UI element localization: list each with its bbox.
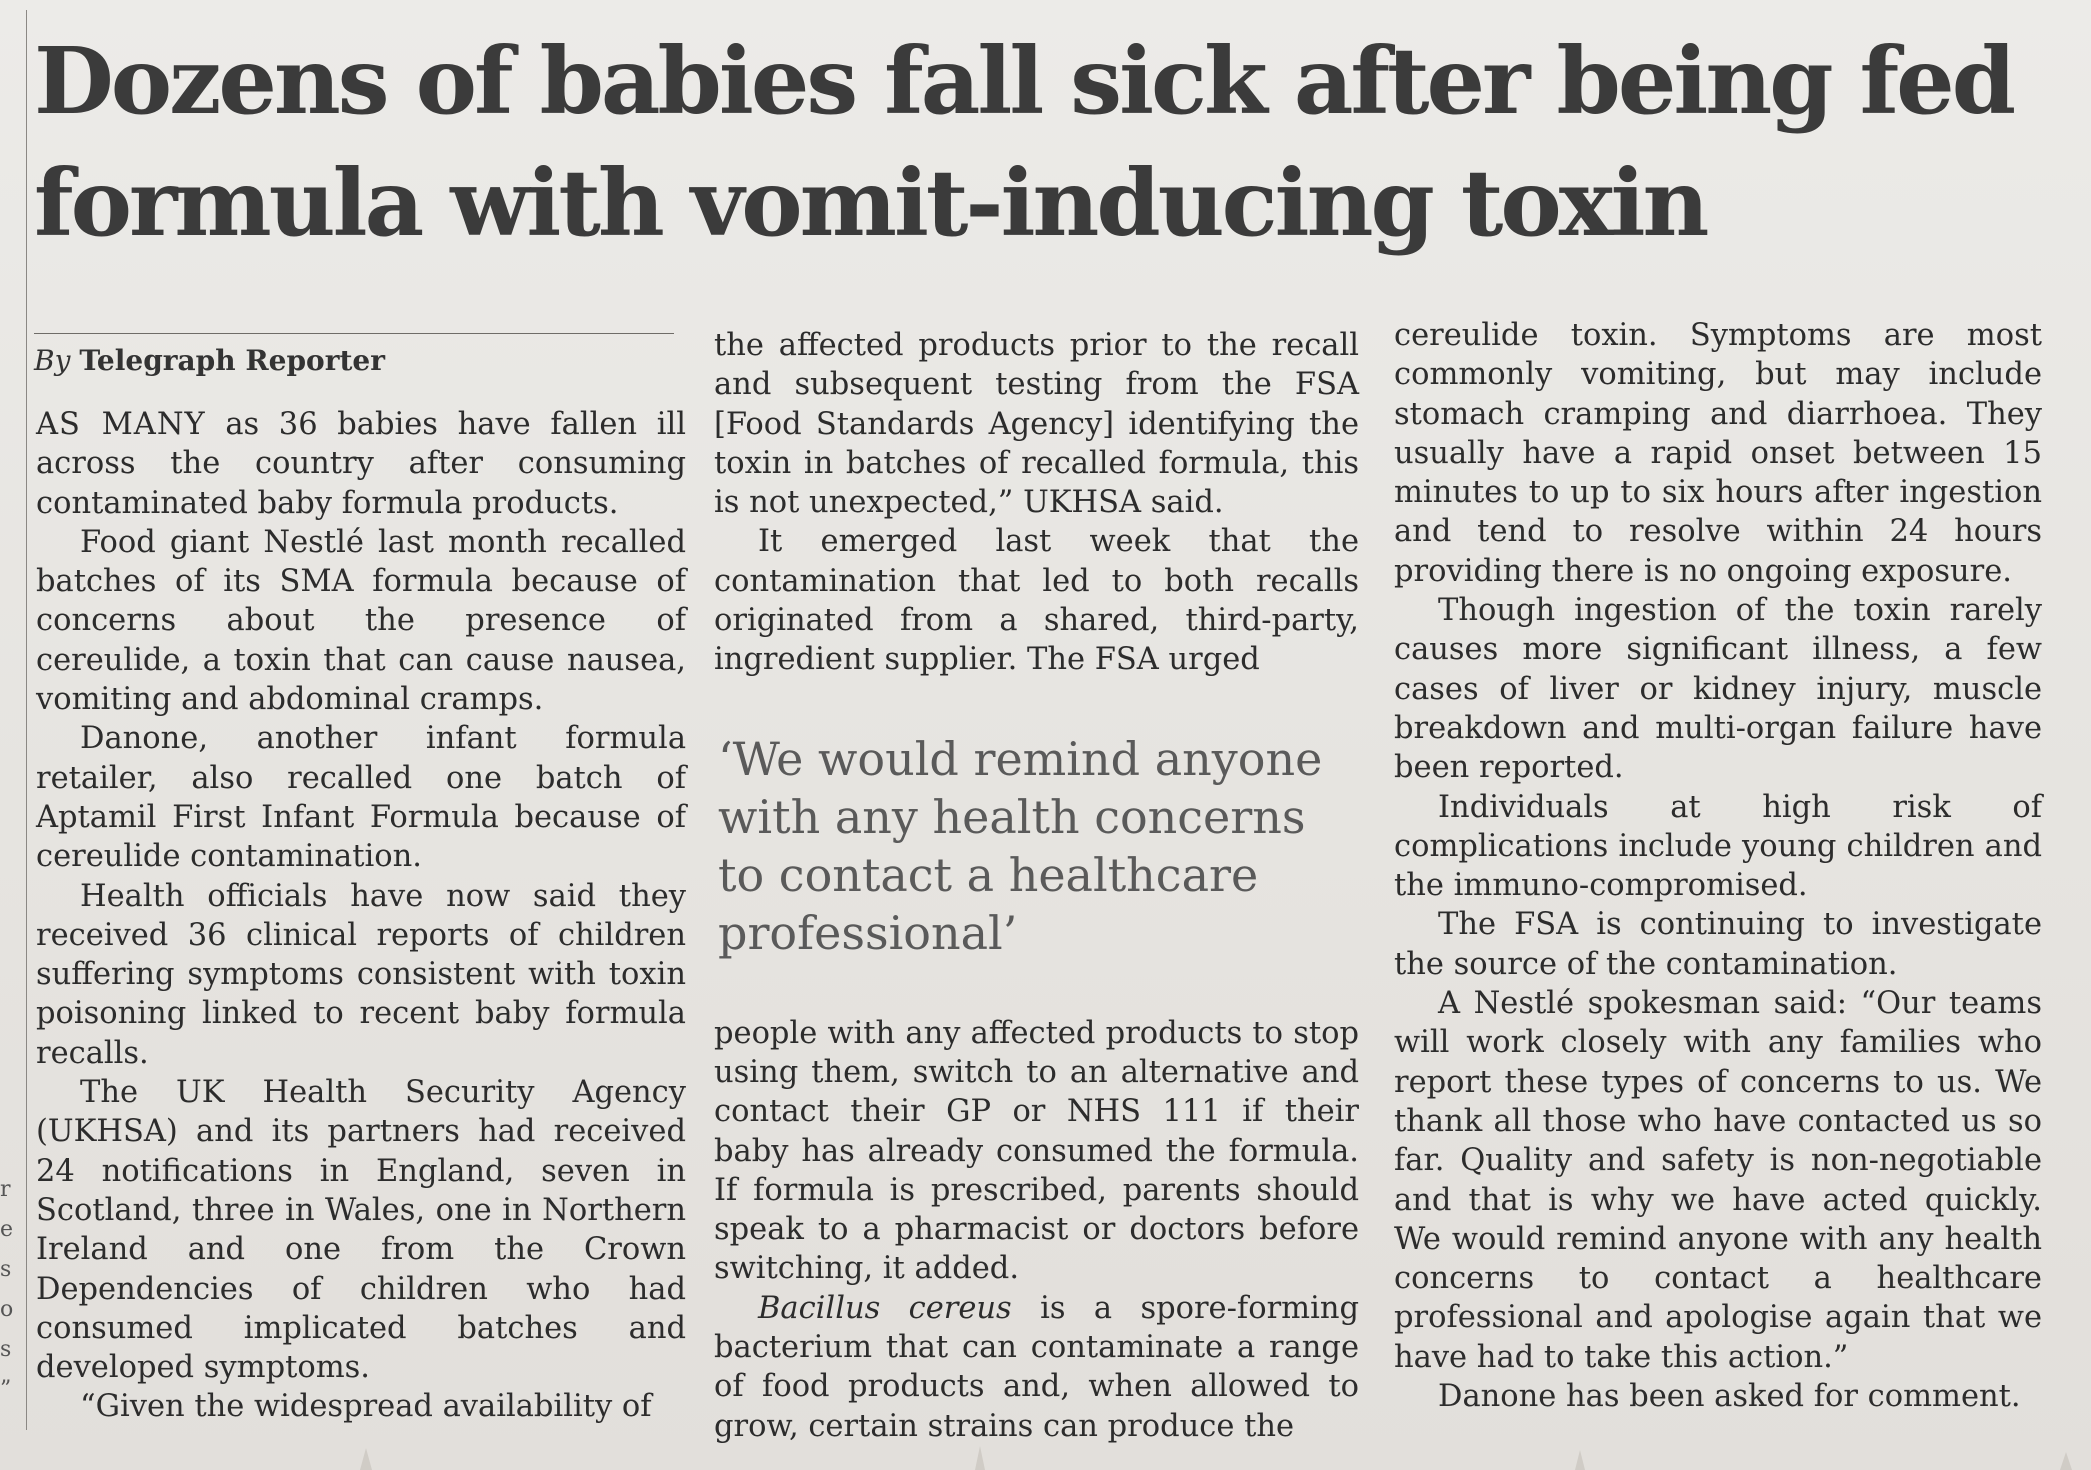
paragraph: the affected products prior to the recall and subsequent testing from the FSA [Food Standards Agency] identifying the toxin in batches of recalled formula, this is not unexpected,” UKHSA said. <box>714 328 1359 521</box>
paragraph: A Nestlé spokesman said: “Our teams will work closely with any families who report these types of concerns to us. We thank all those who have contacted us so far. Quality and safety is non-negotiable and that is why we have acted quickly. We would remind anyone with any health concerns to contact a healthcare professional and apologise again that we have had to take this action.” <box>1394 986 2042 1375</box>
byline <box>34 344 385 377</box>
byline-rule <box>34 333 674 334</box>
scan-edge-marks <box>0 1440 2091 1470</box>
paragraph: Health officials have now said they received 36 clinical reports of children suffering symptoms consistent with toxin poisoning linked to recent baby formula recalls. <box>36 878 686 1071</box>
margin-letter: o <box>0 1297 14 1322</box>
paragraph: Danone has been asked for comment. <box>1438 1379 2021 1415</box>
column-rule <box>26 10 27 1430</box>
pull-quote: ‘We would remind anyone with any health concerns to contact a healthcare professional’ <box>718 731 1323 960</box>
scientific-name: Bacillus cereus <box>758 1290 1012 1326</box>
paragraph: Food giant Nestlé last month recalled batches of its SMA formula because of concerns about the presence of cereulide, a toxin that can cause nausea, vomiting and abdominal cramps. <box>36 524 686 718</box>
headline: Dozens of babies fall sick after being fed formula with vomit-inducing toxin <box>34 27 2014 257</box>
adjacent-column-fragment <box>0 1170 13 1410</box>
article-column-1 <box>36 405 686 1427</box>
article-column-2 <box>714 326 1359 1446</box>
paragraph: The UK Health Security Agency (UKHSA) and its partners had received 24 notifications in England, seven in Scotland, three in Wales, one in Northern Ireland and one from the Crown Dependencies of children who had consumed implicated batches and developed symptoms. <box>36 1075 686 1386</box>
paragraph-text: is a spore-forming bacterium that can contaminate a range of food products and, when allowed to grow, certain strains can produce the <box>714 1290 1359 1444</box>
margin-letter: ” <box>0 1377 12 1402</box>
margin-letter: e <box>0 1217 14 1242</box>
paragraph: Danone, another infant formula retailer, also recalled one batch of Aptamil First Infant Formula because of cereulide contamination. <box>36 721 686 875</box>
paragraph: Though ingestion of the toxin rarely causes more significant illness, a few cases of liver or kidney injury, muscle breakdown and multi-organ failure have been reported. <box>1394 593 2042 786</box>
paragraph <box>36 405 686 523</box>
margin-letter: s <box>0 1257 12 1282</box>
margin-letter: r <box>0 1177 11 1202</box>
margin-letter: s <box>0 1337 12 1362</box>
article-column-3 <box>1394 316 2042 1416</box>
paragraph: Individuals at high risk of complications include young children and the immuno-compromised. <box>1394 789 2042 904</box>
paragraph: The FSA is continuing to investigate the source of the contamination. <box>1394 907 2042 982</box>
paragraph: people with any affected products to stop using them, switch to an alternative and contact their GP or NHS 111 if their baby has already consumed the formula. If formula is prescribed, parents should speak to a pharmacist or doctors before switching, it added. <box>714 1015 1359 1287</box>
byline-author: Telegraph Reporter <box>79 344 385 377</box>
lead-caps: AS MANY <box>36 407 206 442</box>
paragraph <box>714 1289 1359 1446</box>
paragraph: cereulide toxin. Symptoms are most commonly vomiting, but may include stomach cramping and diarrhoea. They usually have a rapid onset between 15 minutes to up to six hours after ingestion and tend to resolve within 24 hours providing there is no ongoing exposure. <box>1394 318 2042 589</box>
paragraph: It emerged last week that the contamination that led to both recalls originated from a shared, third-party, ingredient supplier. The FSA urged <box>714 524 1359 678</box>
byline-prefix: By <box>34 344 71 377</box>
paragraph: “Given the widespread availability of <box>80 1389 652 1425</box>
paragraph-text: as 36 babies have fallen ill across the country after consuming contaminated baby formula products. <box>36 407 686 521</box>
